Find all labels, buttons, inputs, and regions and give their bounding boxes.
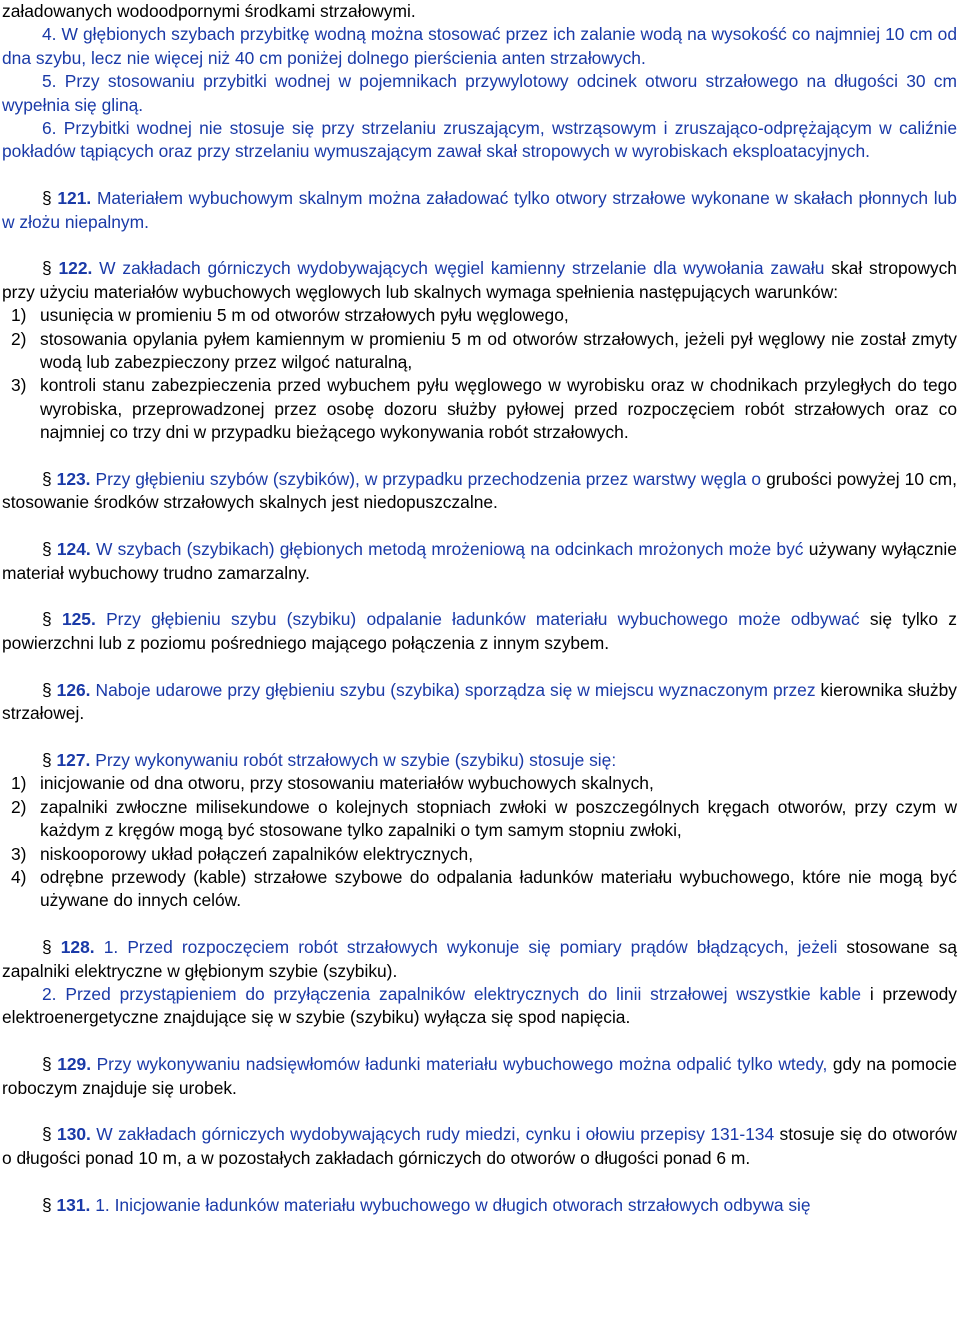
section-sign: § — [42, 1194, 52, 1215]
section-131-point-1-lead: Inicjowanie ładunków materiału wybuchowego w długich otworach strzałowych odbywa się — [114, 1194, 811, 1215]
section-sign: § — [42, 1054, 52, 1075]
point-4-number: 4. — [42, 24, 57, 45]
point-6-number: 6. — [42, 118, 57, 139]
list-item — [2, 772, 957, 795]
section-122 — [2, 257, 957, 304]
list-item-number: 1) — [11, 773, 27, 794]
section-130 — [2, 1123, 957, 1170]
section-125-lead-rest: się tylko z powierzchni lub z poziomu pośredniego mającego połączenia z innym szybem. — [2, 609, 957, 653]
section-sign: § — [42, 469, 52, 490]
section-131 — [2, 1194, 957, 1217]
list-item — [2, 328, 957, 375]
section-128-point-2-number: 2. — [42, 983, 57, 1004]
section-130-lead-rest: stosuje się do otworów o długości ponad 10 m, a w pozostałych zakładach górniczych do otworów o długości ponad 6 m. — [2, 1124, 957, 1168]
section-121-number: 121. — [57, 188, 92, 209]
section-sign: § — [42, 1124, 52, 1145]
section-128-number: 128. — [60, 937, 95, 958]
section-129-number: 129. — [57, 1054, 92, 1075]
section-129-lead: Przy wykonywaniu nadsięwłomów ładunki materiału wybuchowego można odpalić tylko wtedy, — [96, 1054, 828, 1075]
list-item — [2, 843, 957, 866]
section-127-list — [2, 772, 957, 912]
section-126-number: 126. — [56, 679, 91, 700]
section-128-point-2-rest: i przewody elektroenergetyczne znajdujące się w szybie (szybiku) wyłącza się spod napięcia. — [2, 983, 957, 1028]
section-sign: § — [42, 749, 52, 770]
continuation-text: załadowanych wodoodpornymi środkami strzałowymi. — [2, 1, 416, 21]
list-item-number: 3) — [11, 843, 27, 864]
point-6 — [2, 117, 957, 164]
list-item — [2, 304, 957, 327]
section-127-lead: Przy wykonywaniu robót strzałowych w szybie (szybiku) stosuje się: — [95, 749, 617, 770]
point-5 — [2, 70, 957, 117]
list-item — [2, 796, 957, 843]
section-124-number: 124. — [56, 539, 91, 560]
section-127-number: 127. — [56, 749, 91, 770]
section-128-point-2 — [2, 983, 957, 1030]
list-item — [2, 374, 957, 444]
section-128 — [2, 936, 957, 983]
list-item-number: 4) — [11, 866, 27, 887]
section-127 — [2, 749, 957, 772]
point-5-number: 5. — [42, 71, 57, 92]
section-125-number: 125. — [61, 609, 96, 630]
section-sign: § — [42, 679, 52, 700]
section-121-text: Materiałem wybuchowym skalnym można załadować tylko otwory strzałowe wykonane w skałach płonnych lub w złożu niepalnym. — [2, 188, 957, 232]
point-6-text: Przybitki wodnej nie stosuje się przy strzelaniu zruszającym, wstrząsowym i zruszająco-odprężającym w caliźnie pokładów tąpiących oraz przy strzelaniu wymuszającym zawał skał stropowych w wyrobiskach eksploatacyjnych. — [2, 118, 957, 162]
section-122-lead-rest: skał stropowych przy użyciu materiałów wybuchowych węglowych lub skalnych wymaga spełnienia następujących warunków: — [2, 258, 957, 302]
section-122-list — [2, 304, 957, 444]
section-123 — [2, 468, 957, 515]
section-sign: § — [42, 539, 52, 560]
list-item-number: 1) — [11, 305, 27, 326]
list-item-number: 3) — [11, 375, 27, 396]
section-126 — [2, 679, 957, 726]
section-sign: § — [42, 937, 52, 958]
section-122-lead: W zakładach górniczych wydobywających węgiel kamienny strzelanie dla wywołania zawału — [99, 258, 825, 279]
section-129-lead-rest: gdy na pomocie roboczym znajduje się urobek. — [2, 1054, 957, 1098]
list-item-text: stosowania opylania pyłem kamiennym w promieniu 5 m od otworów strzałowych, jeżeli pył węglowy nie został zmyty wodą lub zabezpieczony przez wilgoć naturalną, — [40, 328, 957, 373]
section-128-point-2-lead: Przed przystąpieniem do przyłączenia zapalników elektrycznych do linii strzałowej wszystkie kable — [65, 983, 862, 1004]
section-130-number: 130. — [57, 1124, 91, 1145]
section-124-lead-rest: używany wyłącznie materiał wybuchowy trudno zamarzalny. — [2, 539, 957, 583]
list-item-number: 2) — [11, 796, 27, 817]
section-sign: § — [42, 188, 52, 209]
list-item-text: usunięcia w promieniu 5 m od otworów strzałowych pyłu węglowego, — [40, 305, 569, 326]
section-125 — [2, 608, 957, 655]
list-item-text: odrębne przewody (kable) strzałowe szybowe do odpalania ładunków materiału wybuchowego, które nie mogą być używane do innych celów. — [40, 866, 957, 911]
list-item — [2, 866, 957, 913]
paragraph-continuation — [2, 0, 957, 23]
point-5-text: Przy stosowaniu przybitki wodnej w pojemnikach przywylotowy odcinek otworu strzałowego na długości 30 cm wypełnia się gliną. — [2, 71, 957, 115]
list-item-text: inicjowanie od dna otworu, przy stosowaniu materiałów wybuchowych skalnych, — [40, 773, 654, 794]
section-128-point-1-rest: stosowane są zapalniki elektryczne w głębionym szybie (szybiku). — [2, 937, 958, 981]
section-126-lead-rest: kierownika służby strzałowej. — [2, 679, 957, 724]
list-item-text: zapalniki zwłoczne milisekundowe o kolejnych stopniach zwłoki w poszczególnych kręgach otworów, przy czym w każdym z kręgów mogą być stosowane tylko zapalniki o tym samym stopniu zwłoki, — [40, 796, 957, 841]
section-sign: § — [42, 609, 52, 630]
section-130-lead: W zakładach górniczych wydobywających rudy miedzi, cynku i ołowiu przepisy 131-134 — [96, 1124, 775, 1145]
section-123-number: 123. — [56, 469, 91, 490]
section-121 — [2, 187, 957, 234]
section-123-lead-rest: grubości powyżej 10 cm, stosowanie środków strzałowych skalnych jest niedopuszczalne. — [2, 469, 957, 513]
section-124 — [2, 538, 957, 585]
section-131-point-1-number: 1. — [95, 1194, 110, 1215]
point-4-text: W głębionych szybach przybitkę wodną można stosować przez ich zalanie wodą na wysokość co najmniej 10 cm od dna szybu, lecz nie więcej niż 40 cm poniżej dolnego pierścienia anten strzałowych. — [2, 24, 957, 68]
section-125-lead: Przy głębieniu szybu (szybiku) odpalanie ładunków materiału wybuchowego może odbywać — [106, 609, 860, 630]
section-128-point-1-lead: Przed rozpoczęciem robót strzałowych wykonuje się pomiary prądów błądzących, jeżeli — [127, 937, 838, 958]
section-129 — [2, 1053, 957, 1100]
section-128-point-1-number: 1. — [103, 937, 119, 958]
section-131-number: 131. — [56, 1194, 91, 1215]
section-sign: § — [42, 258, 52, 279]
point-4 — [2, 23, 957, 70]
section-123-lead: Przy głębieniu szybów (szybików), w przypadku przechodzenia przez warstwy węgla o — [95, 469, 762, 490]
list-item-text: niskooporowy układ połączeń zapalników elektrycznych, — [40, 843, 474, 864]
section-122-number: 122. — [58, 258, 93, 279]
section-124-lead: W szybach (szybikach) głębionych metodą mrożeniową na odcinkach mrożonych może być — [95, 539, 804, 560]
list-item-text: kontroli stanu zabezpieczenia przed wybuchem pyłu węglowego w wyrobisku oraz w chodnikach przyległych do tego wyrobiska, przeprowadzonej przez osobę dozoru służby pyłowej przed rozpoczęciem robót strzałowych oraz co najmniej co trzy dni w przypadku bieżącego wykonywania robót strzałowych. — [40, 375, 957, 443]
list-item-number: 2) — [11, 328, 27, 349]
section-126-lead: Naboje udarowe przy głębieniu szybu (szybika) sporządza się w miejscu wyznaczonym przez — [95, 679, 816, 700]
